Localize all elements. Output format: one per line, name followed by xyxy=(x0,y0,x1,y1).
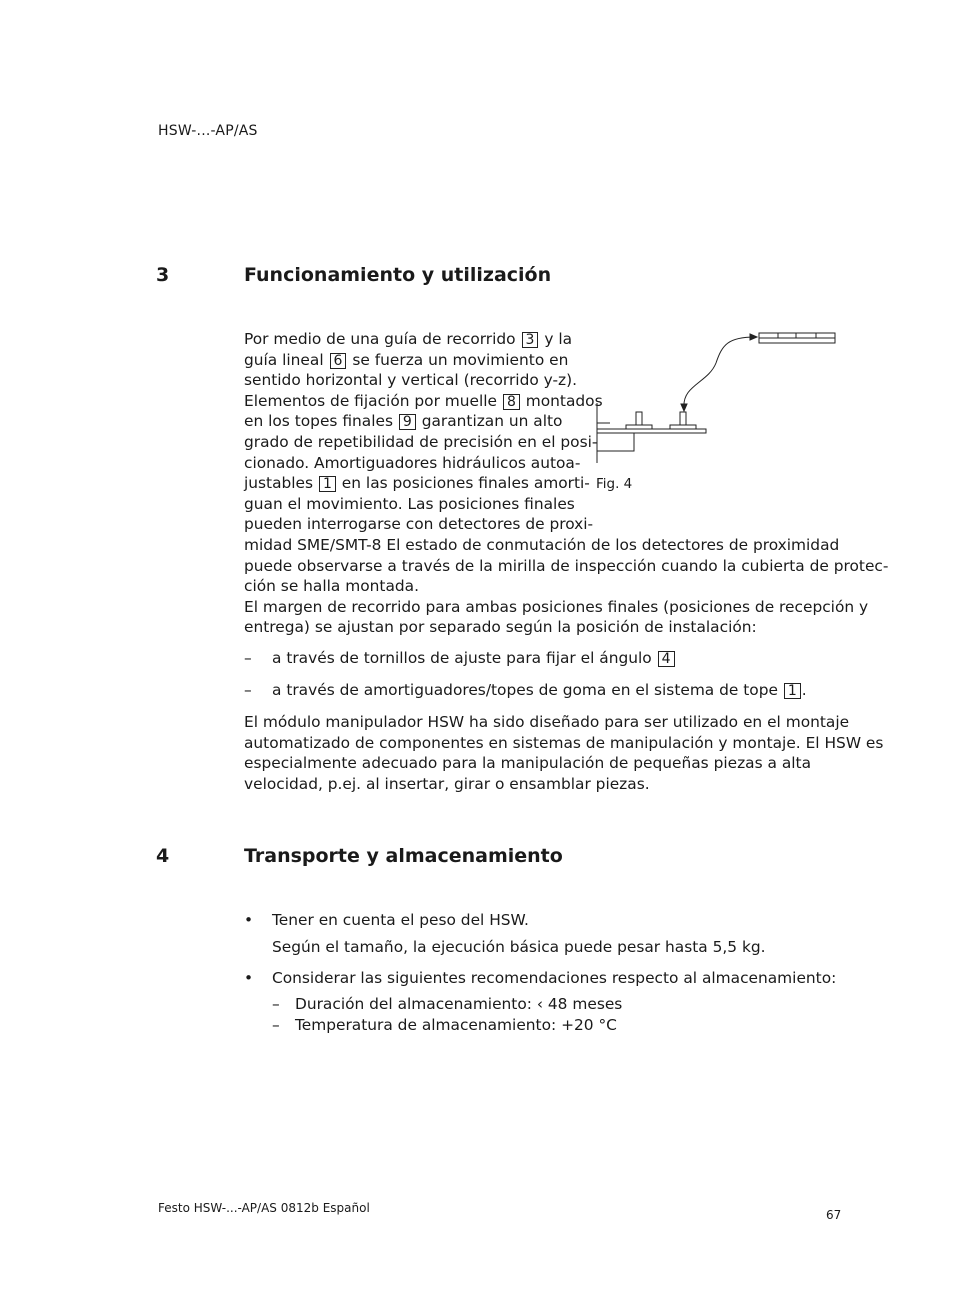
sublist-item: Temperatura de almacenamiento: +20 °C xyxy=(295,1016,617,1034)
bullet-mark: • xyxy=(244,969,254,987)
fig-motion-path xyxy=(684,337,755,408)
bullet-2-text: Considerar las siguientes recomendaciones respecto al almacenamiento: xyxy=(272,969,837,987)
fig-stop-2 xyxy=(680,412,686,425)
section-3-title: Funcionamiento y utilización xyxy=(244,264,552,286)
fig-arrowhead-down xyxy=(681,404,687,411)
bullet-mark: • xyxy=(244,911,254,929)
fig-stop-1 xyxy=(636,412,642,425)
ref-box-8: 8 xyxy=(503,394,520,410)
footer-text: Festo HSW-...-AP/AS 0812b Español xyxy=(158,1201,370,1215)
ref-box-9: 9 xyxy=(399,414,416,430)
fig-stop-2-base xyxy=(670,425,696,429)
page-number: 67 xyxy=(826,1208,842,1222)
sublist-dash: – xyxy=(272,1016,280,1034)
ref-box-1b: 1 xyxy=(784,683,801,699)
section-3-paragraph-1: Por medio de una guía de recorrido 3 y la guía lineal 6 se fuerza un movimiento en sentido horizontal y vertical (recorrido y-z). Elementos de fijación por muelle 8 montados en los topes finales 9 garantizan un alto grado de repetibilidad de precisión en el posi- cionado. Amortiguadores hidráulicos autoa- justables 1 en las posiciones finales amorti- guan el movimiento. Las posiciones finales pueden interrogarse con detectores de proxi- midad SME/SMT-8 El estado de conmutación de los detectores de proximidad puede observarse a través de la mirilla de inspección cuando la cubierta de protec- ción se halla montada. El margen de recorrido para ambas posiciones finales (posiciones de recepción y entrega) se ajustan por separado según la posición de instalación: xyxy=(244,330,889,637)
list-item: – xyxy=(244,649,252,667)
ref-box-6: 6 xyxy=(330,353,347,369)
section-3-number: 3 xyxy=(156,264,170,286)
figure-caption: Fig. 4 xyxy=(596,476,633,492)
section-3-paragraph-2: El módulo manipulador HSW ha sido diseñado para ser utilizado en el montaje automatizado de componentes en sistemas de manipulación y montaje. El HSW es especialmente adecuado para la manipulación de pequeñas piezas a alta velocidad, p.ej. al insertar, girar o ensamblar piezas. xyxy=(244,713,884,793)
ref-box-4: 4 xyxy=(658,651,675,667)
fig-base-plate xyxy=(597,429,706,433)
section-4-title: Transporte y almacenamiento xyxy=(244,845,563,867)
running-header: HSW-...-AP/AS xyxy=(158,123,258,139)
fig-stop-1-base xyxy=(626,425,652,429)
sublist-dash: – xyxy=(272,995,280,1013)
list-item-text: a través de tornillos de ajuste para fijar el ángulo 4 xyxy=(272,649,676,667)
ref-box-1: 1 xyxy=(319,476,336,492)
section-4-number: 4 xyxy=(156,845,170,867)
ref-box-3: 3 xyxy=(522,332,539,348)
list-item: – xyxy=(244,681,252,699)
figure-4-diagram xyxy=(590,325,845,470)
list-item-text: a través de amortiguadores/topes de goma en el sistema de tope 1 . xyxy=(272,681,807,699)
fig-lower-block xyxy=(597,433,634,451)
fig-arrowhead-top xyxy=(750,334,757,340)
bullet-1-text: Tener en cuenta el peso del HSW. xyxy=(272,911,529,929)
sublist-item: Duración del almacenamiento: ‹ 48 meses xyxy=(295,995,623,1013)
bullet-1-subtext: Según el tamaño, la ejecución básica puede pesar hasta 5,5 kg. xyxy=(272,938,766,956)
